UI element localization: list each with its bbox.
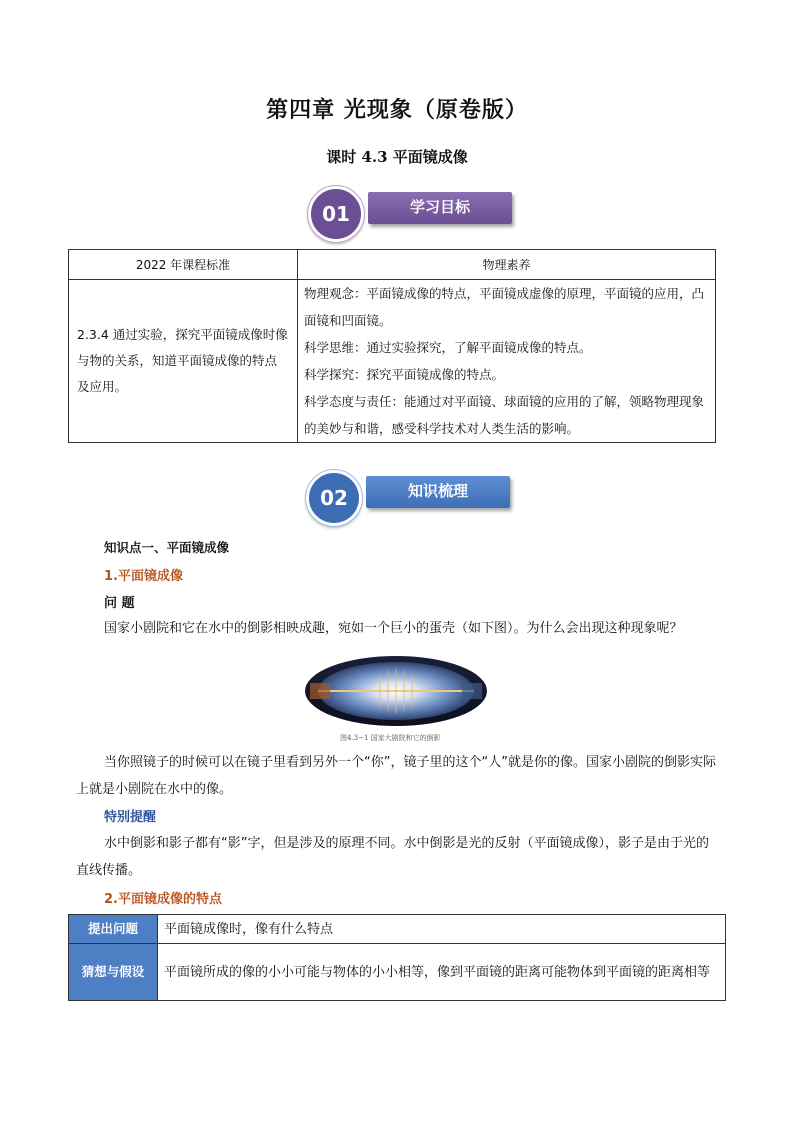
table-row xyxy=(69,915,726,944)
section-learning-goals xyxy=(308,190,518,230)
special-reminder-label: 特别提醒 xyxy=(104,810,157,825)
section-title-bar: 知识梳理 xyxy=(366,476,510,508)
answer-paragraph: 当你照镜子的时候可以在镜子里看到另外一个“你”，镜子里的这个“人”就是你的像。国家小剧院的倒影实际上就是小剧院在水中的像。 xyxy=(76,755,716,797)
knowledge-point-title: 知识点一、平面镜成像 xyxy=(104,540,230,555)
table-row xyxy=(69,944,726,1001)
subheading-plane-mirror: 1.平面镜成像 xyxy=(104,569,183,584)
literacy-item: 科学探究：探究平面镜成像的特点。 xyxy=(304,367,505,382)
row-content: 平面镜所成的像的小小可能与物体的小小相等，像到平面镜的距离可能物体到平面镜的距离相等 xyxy=(158,944,726,1001)
section-knowledge-review xyxy=(306,474,516,514)
page-title: 第四章 光现象（原卷版） xyxy=(266,97,528,123)
row-label: 猜想与假设 xyxy=(69,944,158,1001)
section-number-badge: 02 xyxy=(306,470,362,526)
reminder-paragraph: 水中倒影和影子都有“影”字，但是涉及的原理不同。水中倒影是光的反射（平面镜成像），影子是由于光的直线传播。 xyxy=(76,836,709,878)
row-label: 提出问题 xyxy=(69,915,158,944)
section-number-badge: 01 xyxy=(308,186,364,242)
section-title-bar: 学习目标 xyxy=(368,192,512,224)
table-row xyxy=(69,280,716,443)
question-paragraph: 国家小剧院和它在水中的倒影相映成趣，宛如一个巨小的蛋壳（如下图）。为什么会出现这种现象呢？ xyxy=(104,621,683,636)
literacy-item: 物理观念：平面镜成像的特点，平面镜成虚像的原理，平面镜的应用，凸面镜和凹面镜。 xyxy=(304,286,705,328)
curriculum-standards-table xyxy=(68,249,716,443)
table-header-row xyxy=(69,250,716,280)
literacy-item: 科学思维：通过实验探究，了解平面镜成像的特点。 xyxy=(304,340,592,355)
lesson-subtitle: 课时 4.3 平面镜成像 xyxy=(326,148,468,166)
literacy-item: 科学态度与责任：能通过对平面镜、球面镜的应用的了解，领略物理现象的美妙与和谐，感受科学技术对人类生活的影响。 xyxy=(304,394,705,436)
standard-text: 2.3.4 通过实验，探究平面镜成像时像与物的关系，知道平面镜成像的特点及应用。 xyxy=(69,280,298,443)
subheading-mirror-features: 2.平面镜成像的特点 xyxy=(104,892,222,907)
column-header-standard: 2022 年课程标准 xyxy=(69,250,298,280)
column-header-literacy: 物理素养 xyxy=(298,250,716,280)
image-caption: 图4.3−1 国家大剧院和它的倒影 xyxy=(340,734,441,742)
question-label: 问 题 xyxy=(104,596,135,611)
theater-reflection-image xyxy=(304,655,488,727)
row-content: 平面镜成像时，像有什么特点 xyxy=(158,915,726,944)
experiment-table xyxy=(68,914,726,1001)
literacy-list xyxy=(298,280,716,443)
